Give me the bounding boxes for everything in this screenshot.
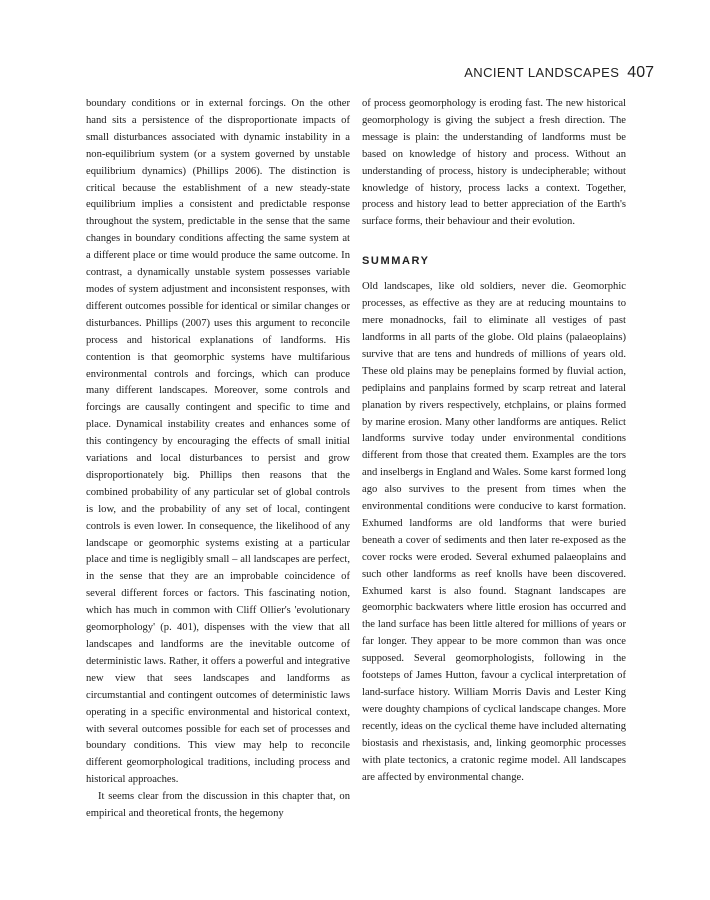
right-column bbox=[362, 96, 626, 786]
running-title: ANCIENT LANDSCAPES bbox=[464, 65, 620, 80]
section-heading-summary: SUMMARY bbox=[362, 255, 430, 268]
left-column bbox=[86, 96, 350, 823]
running-header bbox=[464, 64, 654, 82]
body-paragraph: It seems clear from the discussion in this chapter that, on empirical and theoretical fronts, the hegemony bbox=[86, 791, 350, 820]
body-paragraph: boundary conditions or in external forcings. On the other hand sits a persistence of the disproportionate impacts of small disturbances associated with dynamic instability in a non-equilibrium system (or a system governed by unstable equilibrium dynamics) (Phillips 2006). The distinction is critical because the establishment of a new steady-state equilibrium implies a consistent and predictable response throughout the system, predictable in the sense that the same changes in boundary conditions affecting the same system at a different place or time would produce the same outcome. In contrast, a dynamically unstable system possesses variable modes of system adjustment and inconsistent responses, with different outcomes possible for identical or similar changes or disturbances. Phillips (2007) uses this argument to reconcile process and historical explanations of landforms. His contention is that geomorphic systems have multifarious environmental controls and forcings, which can produce many different landscapes. Moreover, some controls and forcings are causally contingent and specific to time and place. Dynamical instability creates and enhances some of this contingency by encouraging the effects of small initial variations and local disturbances to persist and grow disproportionately big. Phillips then reasons that the combined probability of any particular set of global controls is low, and the probability of any set of local, contingent controls is even lower. In consequence, the likelihood of any landscape or geomorphic systems existing at a particular place and time is negligibly small – all landscapes are perfect, in the sense that they are an improbable coincidence of several different forces or factors. This fascinating notion, which has much in common with Cliff Ollier's 'evolutionary geomorphology' (p. 401), dispenses with the view that all landscapes and landforms are the inevitable outcome of deterministic laws. Rather, it offers a powerful and integrative new view that sees landscapes and landforms as circumstantial and contingent outcomes of deterministic laws operating in a specific environmental and historical context, with several outcomes possible for each set of processes and boundary conditions. This view may help to reconcile different geomorphological traditions, including process and historical approaches. bbox=[86, 98, 350, 786]
page-number: 407 bbox=[627, 64, 654, 81]
body-paragraph: of process geomorphology is eroding fast. The new historical geomorphology is giving the subject a fresh direction. The message is plain: the understanding of landforms must be based on knowledge of history and process. Without an understanding of process, history is undecipherable; without knowledge of history, process lacks a context. Together, process and history lead to better appreciation of the Earth's surface forms, their behaviour and their evolution. bbox=[362, 98, 626, 228]
summary-paragraph: Old landscapes, like old soldiers, never die. Geomorphic processes, as effective as they are at reducing mountains to mere monadnocks, fail to eliminate all vestiges of past landforms in all parts of the globe. Old plains (palaeoplains) survive that are tens and hundreds of millions of years old. These old plains may be peneplains formed by fluvial action, pediplains and panplains formed by scarp retreat and lateral planation by rivers respectively, etchplains, or plains formed by marine erosion. Many other landforms are antiques. Relict landforms survive today under environmental conditions different from those that created them. Examples are the tors and inselbergs in England and Wales. Some karst formed long ago also survives to the present from times when the environmental conditions were conducive to karst formation. Exhumed landforms are old landforms that were buried beneath a cover of sediments and then later re-exposed as the cover rocks were eroded. Several exhumed palaeoplains and such other landforms as reef knolls have been discovered. Exhumed karst is also found. Stagnant landscapes are geomorphic backwaters where little erosion has occurred and the land surface has been little altered for millions of years or far longer. They appear to be more common than was once supposed. Several geomorphologists, following in the footsteps of James Hutton, favour a cyclical interpretation of land-surface history. William Morris Davis and Lester King were doughty champions of cyclical landscape changes. More recently, ideas on the cyclical theme have included alternating biostasis and rhexistasis, and, linking geomorphic processes with plate tectonics, a cratonic regime model. All landscapes are affected by environmental change. bbox=[362, 281, 626, 783]
